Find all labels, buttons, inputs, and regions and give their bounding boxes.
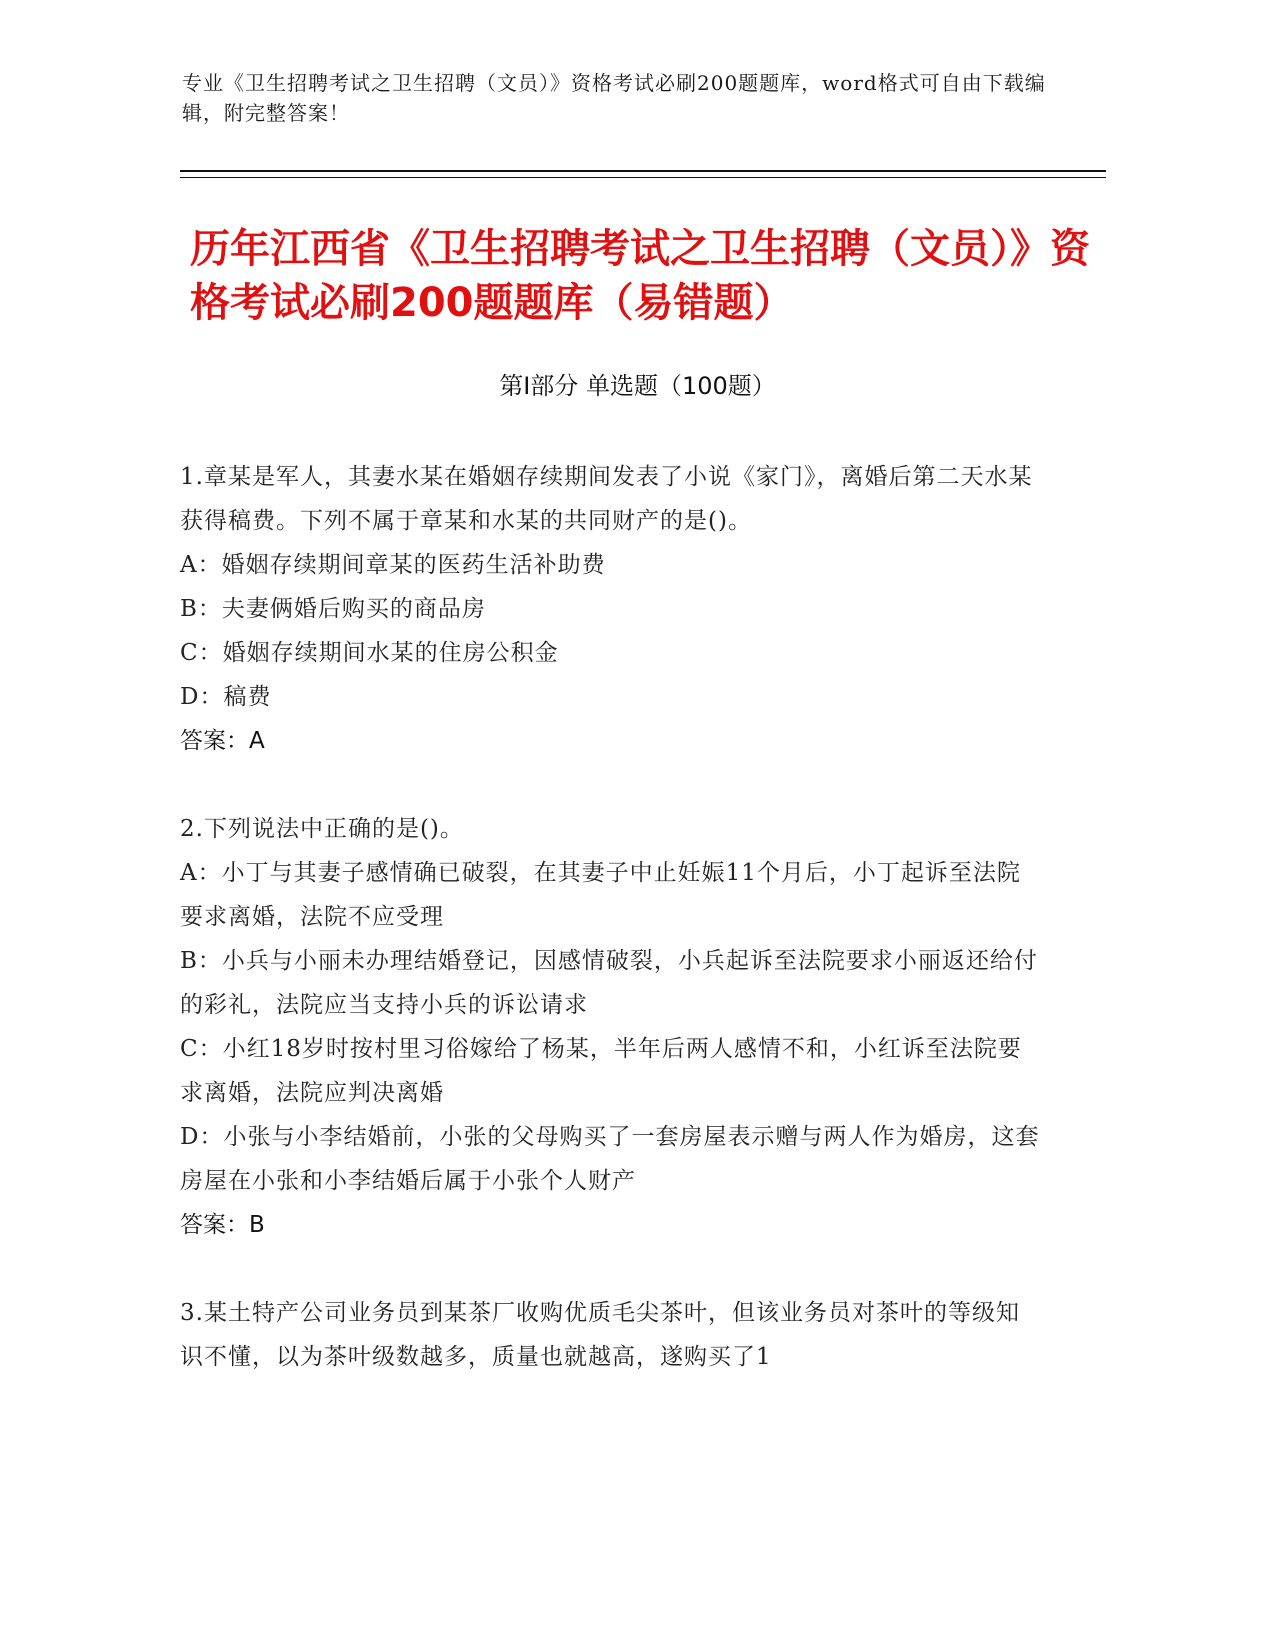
question-stem: 3.某土特产公司业务员到某茶厂收购优质毛尖茶叶，但该业务员对茶叶的等级知识不懂，以为茶叶级数越多，质量也就越高，遂购买了1 <box>180 1300 1020 1370</box>
question-1 <box>180 455 1040 763</box>
section-title: 第Ⅰ部分 单选题（100题） <box>499 372 776 400</box>
answer-label: 答案：B <box>180 1212 265 1238</box>
question-stem: 2.下列说法中正确的是()。 <box>180 816 464 842</box>
header-divider-thin <box>180 177 1106 178</box>
option-a: A：婚姻存续期间章某的医药生活补助费 <box>180 552 606 578</box>
option-d: D：小张与小李结婚前，小张的父母购买了一套房屋表示赠与两人作为婚房，这套房屋在小张和小李结婚后属于小张个人财产 <box>180 1124 1040 1194</box>
option-b: B：夫妻俩婚后购买的商品房 <box>180 596 486 622</box>
option-d: D：稿费 <box>180 684 272 710</box>
option-a: A：小丁与其妻子感情确已破裂，在其妻子中止妊娠11个月后，小丁起诉至法院要求离婚，法院不应受理 <box>180 860 1021 930</box>
answer-label: 答案：A <box>180 728 265 754</box>
question-list <box>180 455 1040 1423</box>
header-divider-thick <box>180 170 1106 172</box>
question-2 <box>180 807 1040 1247</box>
question-stem: 1.章某是军人，其妻水某在婚姻存续期间发表了小说《家门》，离婚后第二天水某获得稿费。下列不属于章某和水某的共同财产的是()。 <box>180 464 1033 534</box>
option-b: B：小兵与小丽未办理结婚登记，因感情破裂，小兵起诉至法院要求小丽返还给付的彩礼，法院应当支持小兵的诉讼请求 <box>180 948 1038 1018</box>
question-3 <box>180 1291 1040 1379</box>
option-c: C：小红18岁时按村里习俗嫁给了杨某，半年后两人感情不和，小红诉至法院要求离婚，法院应判决离婚 <box>180 1036 1022 1106</box>
header-note: 专业《卫生招聘考试之卫生招聘（文员）》资格考试必刷200题题库，word格式可自由下载编辑，附完整答案！ <box>182 71 1046 125</box>
option-c: C：婚姻存续期间水某的住房公积金 <box>180 640 559 666</box>
document-title: 历年江西省《卫生招聘考试之卫生招聘（文员）》资格考试必刷200题题库（易错题） <box>190 226 1090 326</box>
